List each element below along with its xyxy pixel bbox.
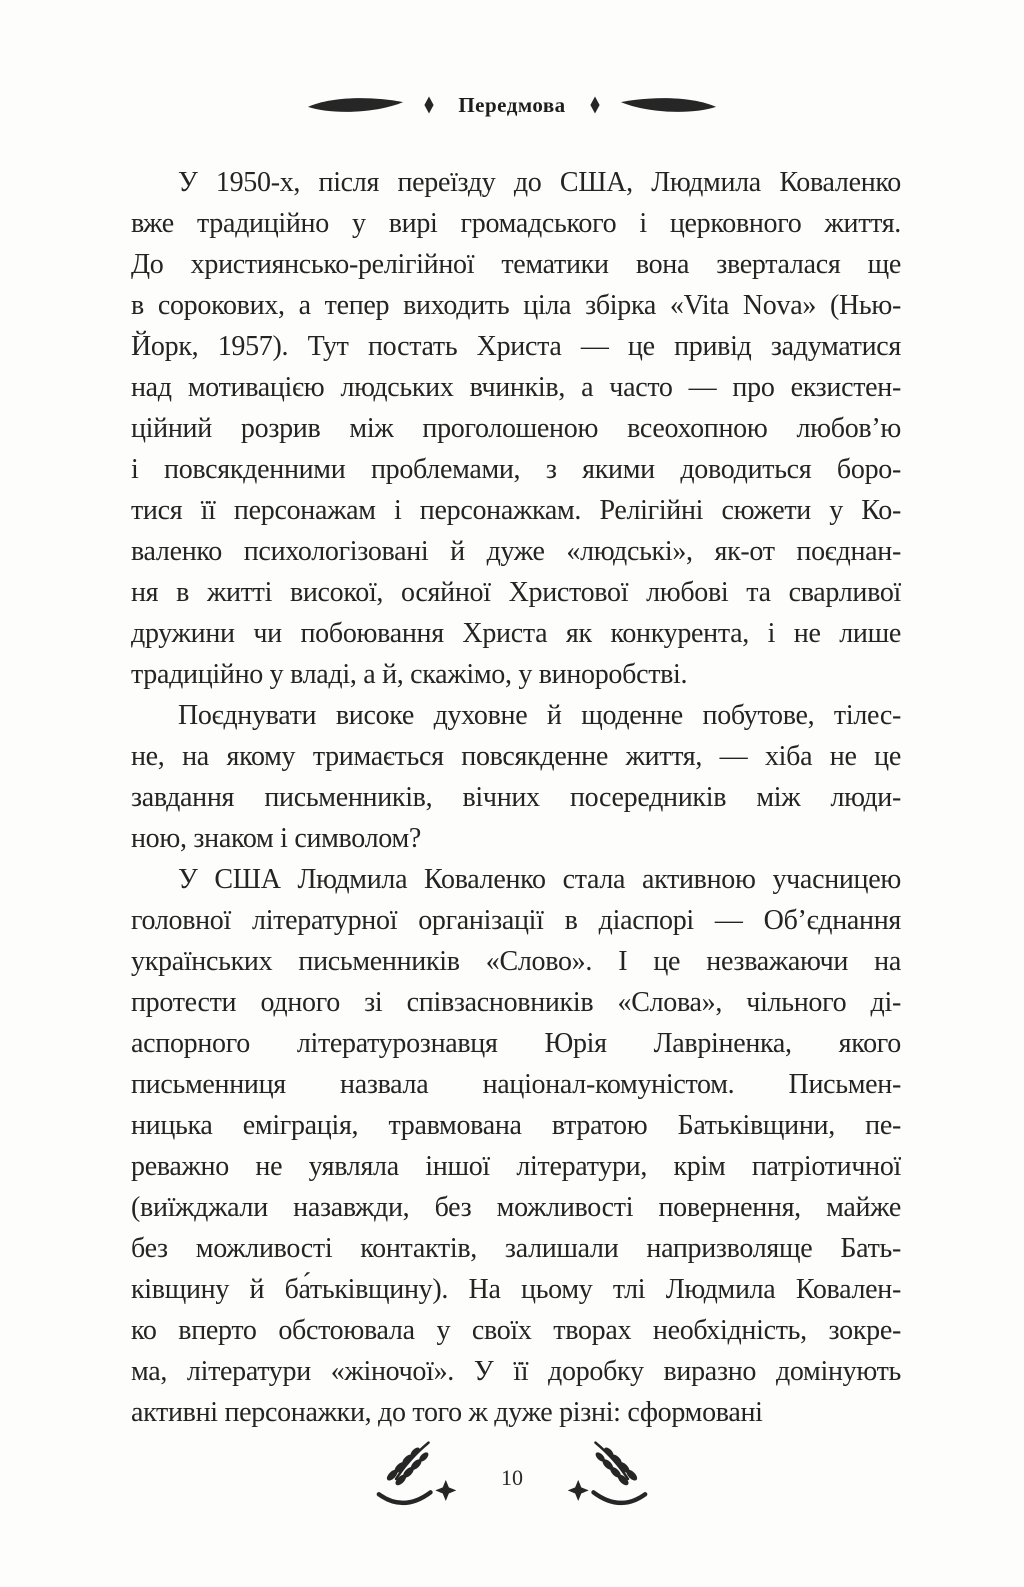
text-line: аспорного літературознавця Юрія Лавріненка, якого: [131, 1028, 901, 1059]
text-line: протести одного зі співзасновників «Слова», чільного ді-: [131, 987, 901, 1018]
text-line: До християнсько-релігійної тематики вона зверталася ще: [131, 249, 901, 280]
text-line: ківщину й ба́тьківщину). На цьому тлі Людмила Ковален-: [131, 1274, 901, 1305]
wheat-sprig-right-icon: [561, 1440, 649, 1516]
wheat-sprig-left-icon: [375, 1440, 463, 1516]
text-line: Поєднувати високе духовне й щоденне побутове, тілес-: [178, 700, 901, 731]
leaf-flourish-left-icon: [306, 94, 406, 116]
text-line: в сорокових, а тепер виходить ціла збірка «Vita Nova» (Нью-: [131, 290, 901, 321]
text-line: ницька еміграція, травмована втратою Батьківщини, пе-: [131, 1110, 901, 1141]
text-line: головної літературної організації в діаспорі — Об’єднання: [131, 905, 901, 936]
text-line: активні персонажки, до того ж дуже різні: сформовані: [131, 1397, 763, 1428]
text-line: без можливості контактів, залишали напризволяще Бать-: [131, 1233, 901, 1264]
text-line: тися її персонажам і персонажкам. Релігійні сюжети у Ко-: [131, 495, 901, 526]
text-line: ційний розрив між проголошеною всеохопною любов’ю: [131, 413, 901, 444]
paragraph: [131, 695, 901, 859]
leaf-flourish-right-icon: [618, 94, 718, 116]
diamond-icon: [588, 96, 602, 114]
text-line: У США Людмила Коваленко стала активною учасницею: [178, 864, 901, 895]
text-line: над мотивацією людських вчинків, а часто — про екзистен-: [131, 372, 901, 403]
paragraph: [131, 859, 901, 1433]
text-line: традиційно у владі, а й, скажімо, у виноробстві.: [131, 659, 688, 690]
text-line: не, на якому тримається повсякденне життя, — хіба не це: [131, 741, 901, 772]
page-number: 10: [501, 1465, 523, 1490]
text-line: вже традиційно у вирі громадського і церковного життя.: [131, 208, 901, 239]
page-footer: [0, 1436, 1024, 1520]
text-line: письменниця назвала націонал-комуністом. Письмен-: [131, 1069, 901, 1100]
text-line: (виїжджали назавжди, без можливості повернення, майже: [131, 1192, 901, 1223]
text-line: ко вперто обстоювала у своїх творах необхідність, зокре-: [131, 1315, 901, 1346]
text-line: дружини чи побоювання Христа як конкурента, і не лише: [131, 618, 901, 649]
text-line: ною, знаком і символом?: [131, 823, 421, 854]
text-line: ма, літератури «жіночої». У її доробку виразно домінують: [131, 1356, 901, 1387]
text-line: завдання письменників, вічних посередників між люди-: [131, 782, 901, 813]
text-line: У 1950-х, після переїзду до США, Людмила Коваленко: [178, 167, 901, 198]
paragraph: [131, 162, 901, 695]
text-line: і повсякденними проблемами, з якими доводиться боро-: [131, 454, 901, 485]
text-line: українських письменників «Слово». І це незважаючи на: [131, 946, 901, 977]
chapter-title: Передмова: [458, 92, 566, 117]
text-block: [131, 162, 901, 1433]
text-line: Йорк, 1957). Тут постать Христа — це привід задуматися: [131, 331, 901, 362]
text-line: валенко психологізовані й дуже «людські», як-от поєднан-: [131, 536, 901, 567]
text-line: ня в житті високої, осяйної Христової любові та сварливої: [131, 577, 901, 608]
text-line: реважно не уявляла іншої літератури, крім патріотичної: [131, 1151, 901, 1182]
diamond-icon: [422, 96, 436, 114]
chapter-header: [0, 84, 1024, 126]
